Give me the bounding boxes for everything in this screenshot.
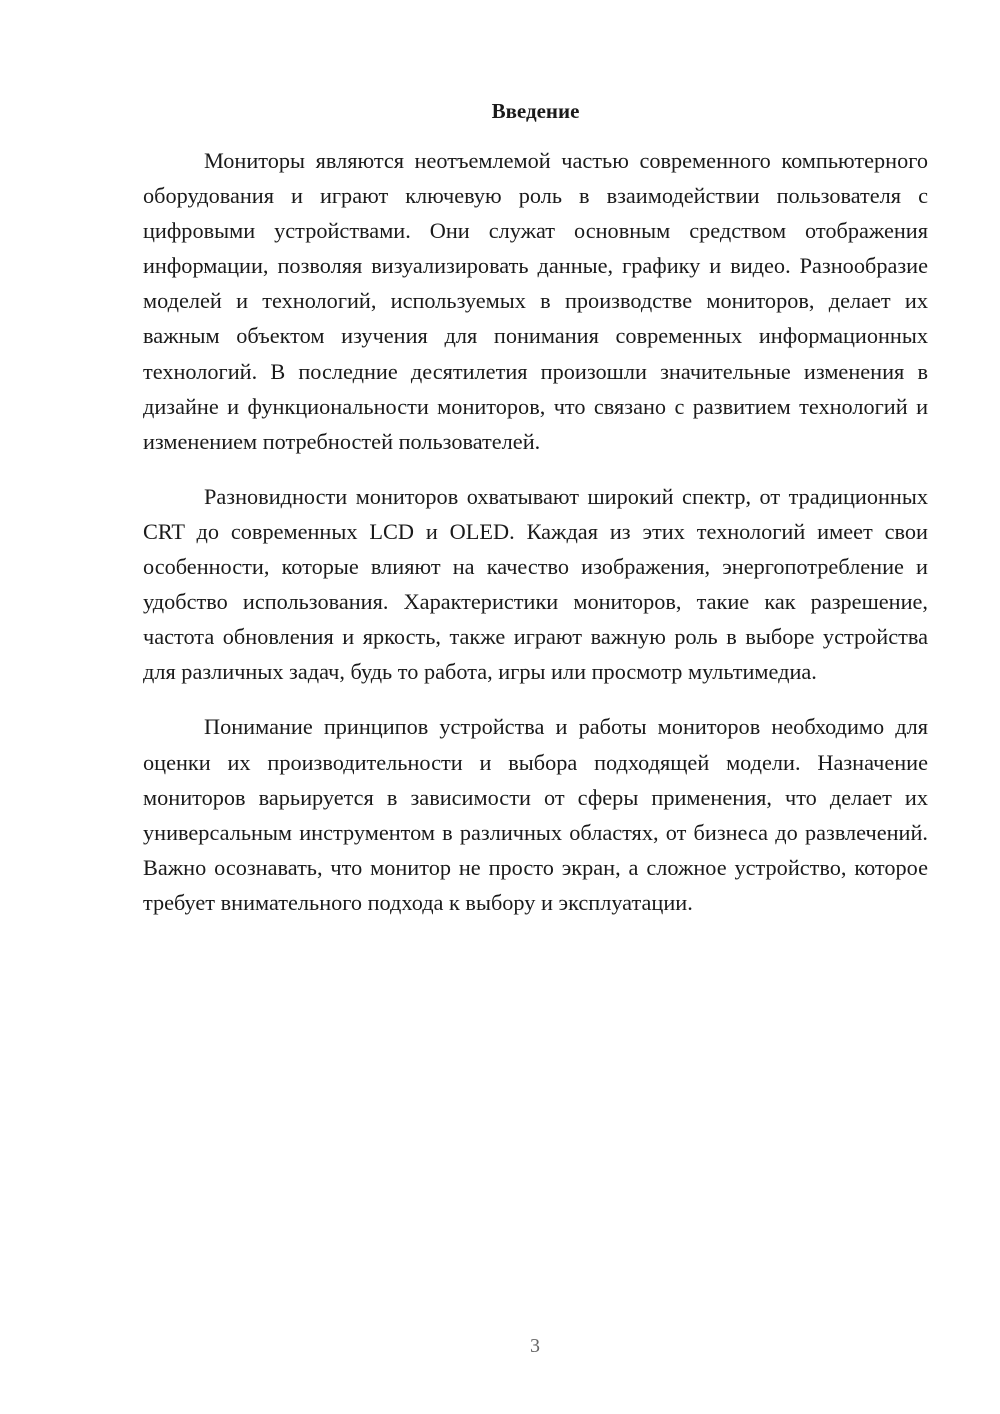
body-text xyxy=(143,143,928,940)
paragraph-3: Понимание принципов устройства и работы мониторов необходимо для оценки их производительности и выбора подходящей модели. Назначение мониторов варьируется в зависимости от сферы применения, что делает их универсальным инструментом в различных областях, от бизнеса до развлечений. Важно осознавать, что монитор не просто экран, а сложное устройство, которое требует внимательного подхода к выбору и эксплуатации. xyxy=(143,714,928,915)
paragraph-1: Мониторы являются неотъемлемой частью современного компьютерного оборудования и играют ключевую роль в взаимодействии пользователя с цифровыми устройствами. Они служат основным средством отображения информации, позволяя визуализировать данные, графику и видео. Разнообразие моделей и технологий, используемых в производстве мониторов, делает их важным объектом изучения для понимания современных информационных технологий. В последние десятилетия произошли значительные изменения в дизайне и функциональности мониторов, что связано с развитием технологий и изменением потребностей пользователей. xyxy=(143,148,928,454)
page-title: Введение xyxy=(491,99,580,123)
page-number: 3 xyxy=(530,1335,540,1357)
paragraph-2: Разновидности мониторов охватывают широкий спектр, от традиционных CRT до современных LCD и OLED. Каждая из этих технологий имеет свои особенности, которые влияют на качество изображения, энергопотребление и удобство использования. Характеристики мониторов, такие как разрешение, частота обновления и яркость, также играют важную роль в выборе устройства для различных задач, будь то работа, игры или просмотр мультимедиа. xyxy=(143,483,928,685)
